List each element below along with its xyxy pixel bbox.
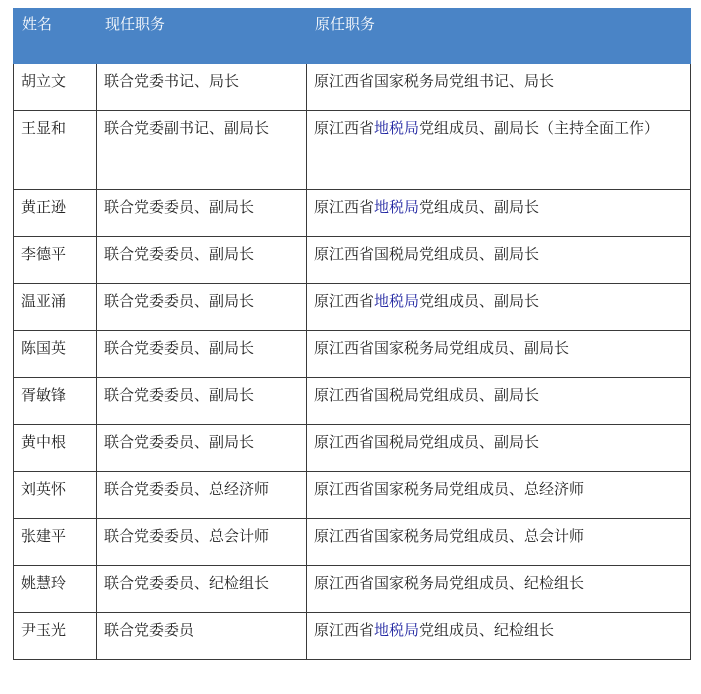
current-post: 联合党委委员、总经济师 — [97, 472, 307, 519]
previous-post-text-suffix: 党组成员、纪检组长 — [419, 621, 555, 639]
tax-bureau-link[interactable]: 地税局 — [374, 292, 420, 310]
current-post: 联合党委委员、副局长 — [97, 331, 307, 378]
current-post: 联合党委委员、副局长 — [97, 237, 307, 284]
official-name: 姚慧玲 — [14, 566, 97, 613]
current-post: 联合党委委员、副局长 — [97, 425, 307, 472]
official-name: 王显和 — [14, 111, 97, 190]
previous-post — [307, 519, 691, 566]
table-row — [14, 64, 691, 111]
previous-post — [307, 613, 691, 660]
current-post: 联合党委委员、副局长 — [97, 284, 307, 331]
previous-post-text: 原江西省 — [314, 621, 375, 639]
tax-bureau-link[interactable]: 地税局 — [374, 119, 420, 137]
previous-post-text: 原江西省国家税务局党组书记、局长 — [314, 72, 555, 90]
table-row — [14, 519, 691, 566]
previous-post-text: 原江西省 — [314, 198, 375, 216]
officials-table — [13, 8, 691, 660]
header-row — [14, 9, 691, 64]
current-post: 联合党委委员、纪检组长 — [97, 566, 307, 613]
previous-post — [307, 425, 691, 472]
current-post: 联合党委委员 — [97, 613, 307, 660]
current-post: 联合党委委员、副局长 — [97, 378, 307, 425]
previous-post — [307, 64, 691, 111]
official-name: 陈国英 — [14, 331, 97, 378]
current-post: 联合党委委员、总会计师 — [97, 519, 307, 566]
official-name: 尹玉光 — [14, 613, 97, 660]
table-row — [14, 331, 691, 378]
previous-post-text: 原江西省国家税务局党组成员、副局长 — [314, 339, 570, 357]
table-row — [14, 284, 691, 331]
previous-post-text: 原江西省 — [314, 119, 375, 137]
previous-post-text-suffix: 党组成员、副局长 — [419, 198, 540, 216]
official-name: 温亚涌 — [14, 284, 97, 331]
current-post: 联合党委书记、局长 — [97, 64, 307, 111]
previous-post-text: 原江西省 — [314, 292, 375, 310]
tax-bureau-link[interactable]: 地税局 — [374, 198, 420, 216]
official-name: 胡立文 — [14, 64, 97, 111]
official-name: 黄中根 — [14, 425, 97, 472]
table-row — [14, 190, 691, 237]
previous-post — [307, 237, 691, 284]
tax-bureau-link[interactable]: 地税局 — [374, 621, 420, 639]
previous-post — [307, 472, 691, 519]
table-row — [14, 111, 691, 190]
official-name: 黄正逊 — [14, 190, 97, 237]
table-row — [14, 425, 691, 472]
previous-post-text-suffix: 党组成员、副局长 — [419, 292, 540, 310]
table-row — [14, 237, 691, 284]
official-name: 张建平 — [14, 519, 97, 566]
previous-post-text: 原江西省国税局党组成员、副局长 — [314, 386, 540, 404]
previous-post-text-suffix: 党组成员、副局长（主持全面工作） — [419, 119, 660, 137]
table-row — [14, 566, 691, 613]
header-name: 姓名 — [14, 9, 97, 64]
current-post: 联合党委副书记、副局长 — [97, 111, 307, 190]
previous-post — [307, 284, 691, 331]
previous-post — [307, 190, 691, 237]
table-row — [14, 613, 691, 660]
official-name: 刘英怀 — [14, 472, 97, 519]
previous-post-text: 原江西省国家税务局党组成员、总经济师 — [314, 480, 585, 498]
current-post: 联合党委委员、副局长 — [97, 190, 307, 237]
previous-post-text: 原江西省国家税务局党组成员、总会计师 — [314, 527, 585, 545]
previous-post — [307, 378, 691, 425]
table-row — [14, 472, 691, 519]
header-current-post: 现任职务 — [97, 9, 307, 64]
previous-post-text: 原江西省国税局党组成员、副局长 — [314, 245, 540, 263]
previous-post-text: 原江西省国家税务局党组成员、纪检组长 — [314, 574, 585, 592]
previous-post — [307, 111, 691, 190]
previous-post — [307, 566, 691, 613]
header-previous-post: 原任职务 — [307, 9, 691, 64]
previous-post-text: 原江西省国税局党组成员、副局长 — [314, 433, 540, 451]
previous-post — [307, 331, 691, 378]
table-row — [14, 378, 691, 425]
official-name: 李德平 — [14, 237, 97, 284]
official-name: 胥敏锋 — [14, 378, 97, 425]
